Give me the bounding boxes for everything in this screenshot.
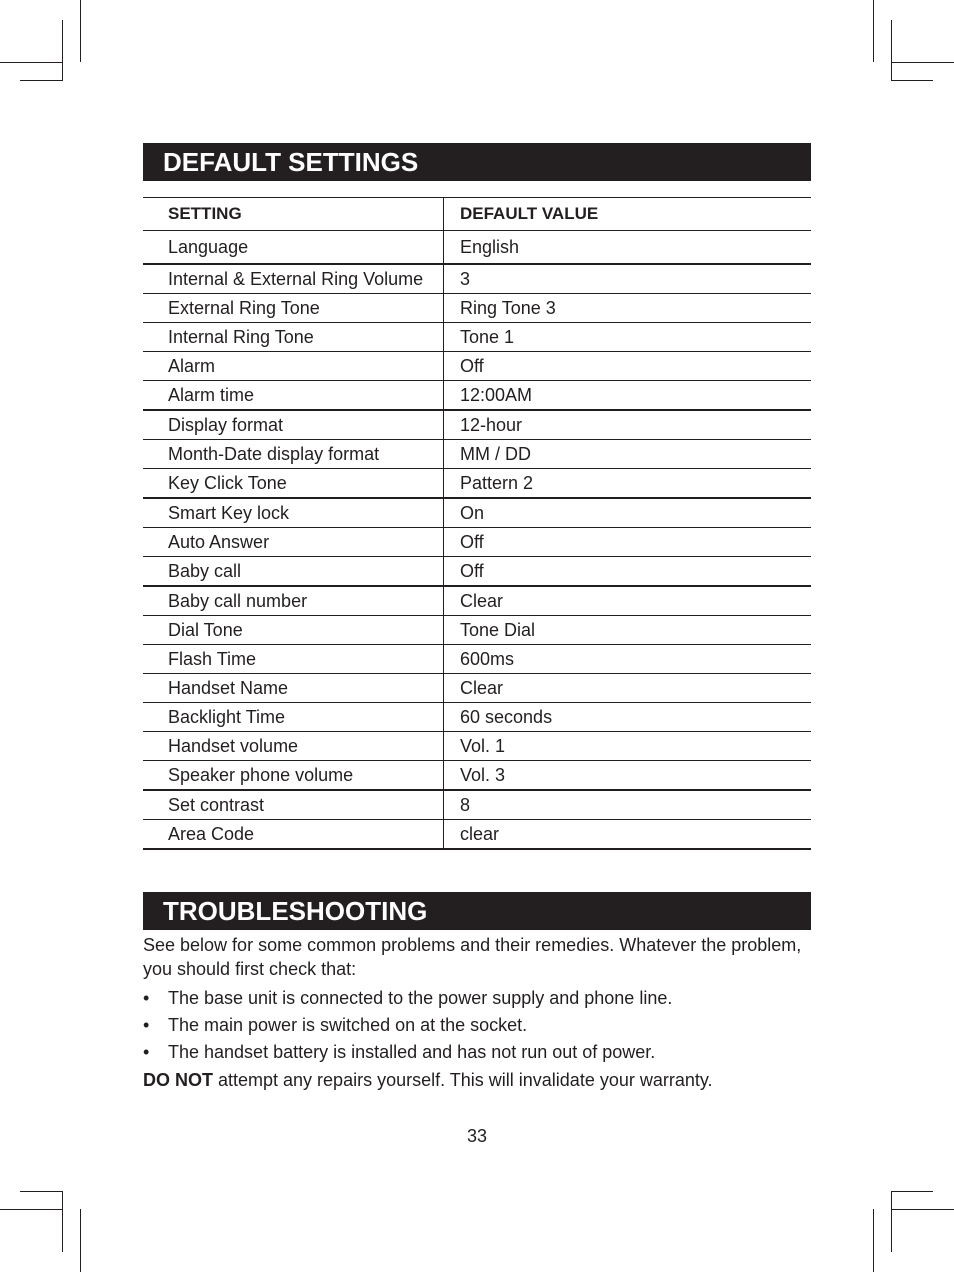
setting-cell: Month-Date display format xyxy=(143,440,444,469)
table-row xyxy=(143,352,811,381)
setting-cell: Baby call xyxy=(143,557,444,587)
bullet-icon: • xyxy=(143,1042,150,1062)
crop-mark xyxy=(891,1191,933,1192)
checklist xyxy=(143,985,811,1066)
value-cell: 8 xyxy=(444,790,812,820)
value-cell: English xyxy=(444,231,812,265)
table-row xyxy=(143,469,811,499)
bullet-icon: • xyxy=(143,988,150,1008)
setting-cell: Key Click Tone xyxy=(143,469,444,499)
crop-mark xyxy=(891,1191,892,1252)
value-cell: 12:00AM xyxy=(444,381,812,411)
setting-cell: Backlight Time xyxy=(143,703,444,732)
column-header-setting: SETTING xyxy=(143,198,444,231)
setting-cell: Speaker phone volume xyxy=(143,761,444,791)
setting-cell: Smart Key lock xyxy=(143,498,444,528)
value-cell: Off xyxy=(444,352,812,381)
crop-mark xyxy=(0,62,62,63)
section-heading-default-settings: DEFAULT SETTINGS xyxy=(143,143,811,181)
table-header-row xyxy=(143,198,811,231)
crop-mark xyxy=(80,0,81,62)
setting-cell: Baby call number xyxy=(143,586,444,616)
setting-cell: Alarm time xyxy=(143,381,444,411)
crop-mark xyxy=(0,1209,62,1210)
bullet-icon: • xyxy=(143,1015,150,1035)
value-cell: Clear xyxy=(444,674,812,703)
setting-cell: Internal Ring Tone xyxy=(143,323,444,352)
value-cell: MM / DD xyxy=(444,440,812,469)
crop-mark xyxy=(891,1209,954,1210)
setting-cell: Alarm xyxy=(143,352,444,381)
table-row xyxy=(143,557,811,587)
page-number: 33 xyxy=(466,1126,488,1146)
table-row xyxy=(143,790,811,820)
value-cell: Pattern 2 xyxy=(444,469,812,499)
setting-cell: Language xyxy=(143,231,444,265)
warranty-warning xyxy=(143,1066,811,1094)
crop-mark xyxy=(891,62,954,63)
table-row xyxy=(143,703,811,732)
value-cell: 60 seconds xyxy=(444,703,812,732)
crop-mark xyxy=(62,20,63,81)
crop-mark xyxy=(891,80,933,81)
list-item xyxy=(143,985,811,1012)
table-row xyxy=(143,323,811,352)
list-item xyxy=(143,1012,811,1039)
list-item-text: The handset battery is installed and has not run out of power. xyxy=(168,1042,656,1062)
setting-cell: Dial Tone xyxy=(143,616,444,645)
value-cell: Off xyxy=(444,557,812,587)
table-row xyxy=(143,294,811,323)
warning-text: attempt any repairs yourself. This will invalidate your warranty. xyxy=(213,1070,713,1090)
table-row xyxy=(143,616,811,645)
default-settings-table xyxy=(143,197,811,850)
setting-cell: Handset Name xyxy=(143,674,444,703)
setting-cell: Auto Answer xyxy=(143,528,444,557)
column-header-default-value: DEFAULT VALUE xyxy=(444,198,812,231)
warning-emphasis: DO NOT xyxy=(143,1070,213,1090)
table-row xyxy=(143,410,811,440)
value-cell: Vol. 3 xyxy=(444,761,812,791)
value-cell: On xyxy=(444,498,812,528)
section-heading-troubleshooting: TROUBLESHOOTING xyxy=(143,892,811,930)
troubleshooting-body xyxy=(143,933,811,1094)
value-cell: 600ms xyxy=(444,645,812,674)
table-row xyxy=(143,732,811,761)
table-row xyxy=(143,674,811,703)
value-cell: clear xyxy=(444,820,812,850)
crop-mark xyxy=(873,0,874,62)
value-cell: Tone Dial xyxy=(444,616,812,645)
table-row xyxy=(143,498,811,528)
crop-mark xyxy=(80,1209,81,1272)
list-item xyxy=(143,1039,811,1066)
setting-cell: Set contrast xyxy=(143,790,444,820)
table-row xyxy=(143,645,811,674)
crop-mark xyxy=(20,80,62,81)
crop-mark xyxy=(873,1209,874,1272)
table-row xyxy=(143,264,811,294)
value-cell: Off xyxy=(444,528,812,557)
crop-mark xyxy=(20,1191,62,1192)
crop-mark xyxy=(62,1191,63,1252)
table-row xyxy=(143,820,811,850)
setting-cell: External Ring Tone xyxy=(143,294,444,323)
value-cell: Tone 1 xyxy=(444,323,812,352)
table-row xyxy=(143,528,811,557)
setting-cell: Display format xyxy=(143,410,444,440)
setting-cell: Internal & External Ring Volume xyxy=(143,264,444,294)
value-cell: Clear xyxy=(444,586,812,616)
value-cell: Vol. 1 xyxy=(444,732,812,761)
setting-cell: Handset volume xyxy=(143,732,444,761)
table-row xyxy=(143,586,811,616)
value-cell: Ring Tone 3 xyxy=(444,294,812,323)
list-item-text: The main power is switched on at the socket. xyxy=(168,1015,528,1035)
table-row xyxy=(143,761,811,791)
value-cell: 3 xyxy=(444,264,812,294)
table-row xyxy=(143,440,811,469)
setting-cell: Flash Time xyxy=(143,645,444,674)
table-row xyxy=(143,381,811,411)
troubleshooting-intro: See below for some common problems and their remedies. Whatever the problem, you should first check that: xyxy=(143,935,802,979)
value-cell: 12-hour xyxy=(444,410,812,440)
list-item-text: The base unit is connected to the power supply and phone line. xyxy=(168,988,673,1008)
setting-cell: Area Code xyxy=(143,820,444,850)
table-row xyxy=(143,231,811,265)
crop-mark xyxy=(891,20,892,81)
